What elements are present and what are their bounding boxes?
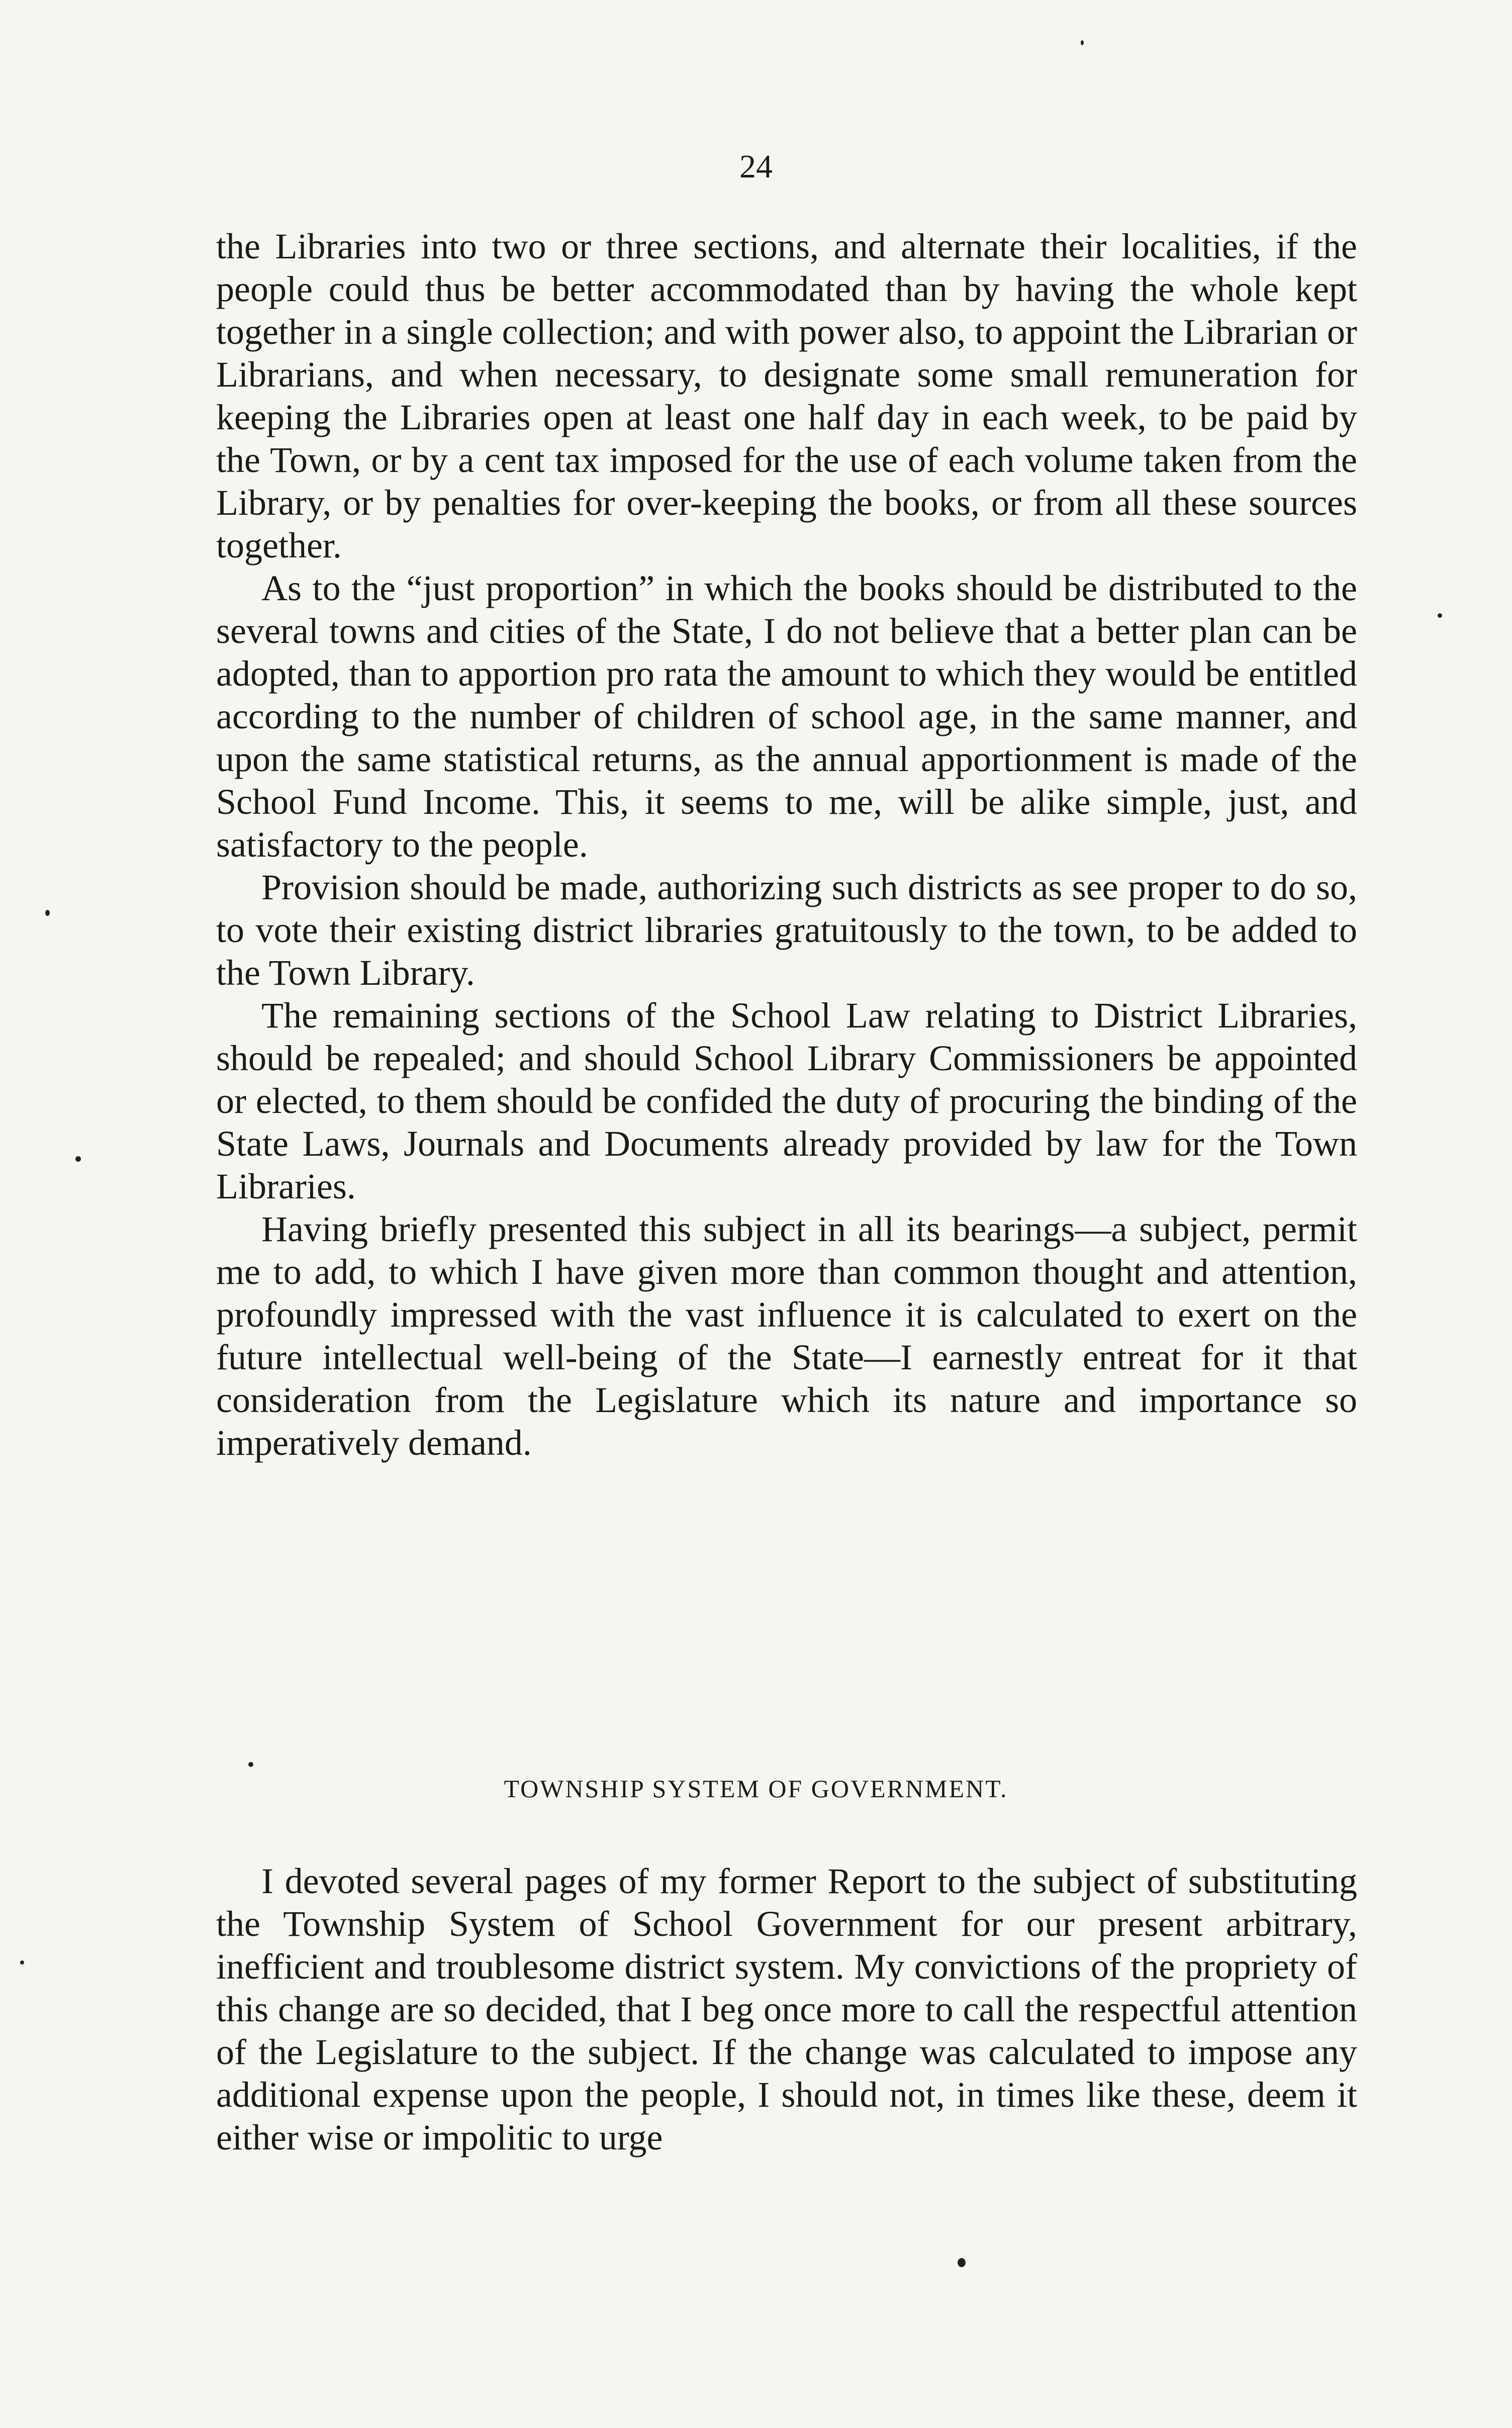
ink-speck [248,1762,253,1767]
ink-speck [45,910,50,916]
page-number: 24 [739,148,773,185]
paragraph-township: I devoted several pages of my former Report to the subject of substituting the Township System of School Government for our present arbitrary, inefficient and troublesome district system. My convictions of the propriety of this change are so decided, that I beg once more to call the respectful attention of the Legislature to the subject. If the change was calculated to impose any additional expense upon the people, I should not, in times like these, deem it either wise or impolitic to urge [216,1861,1357,2158]
paragraph-remaining-sections: The remaining sections of the School Law relating to District Libraries, should be repealed; and should School Library Commissioners be appointed or elected, to them should be confided the duty of procuring the binding of the State Laws, Journals and Documents already provided by law for the Town Libraries. [216,995,1357,1206]
ink-speck [1438,613,1442,618]
ink-speck [1081,40,1084,45]
body-text-top [216,225,1357,1464]
body-text-bottom [216,1860,1357,2159]
paragraph-continuation: the Libraries into two or three sections, and alternate their localities, if the people could thus be better accommodated than by having the whole kept together in a single collection; and with power also, to appoint the Librarian or Librarians, and when necessary, to designate some small remuneration for keeping the Libraries open at least one half day in each week, to be paid by the Town, or by a cent tax imposed for the use of each volume taken from the Library, or by penalties for over-keeping the books, or from all these sources together. [216,226,1357,566]
ink-speck [958,2258,966,2267]
ink-speck [75,1156,81,1162]
section-heading: TOWNSHIP SYSTEM OF GOVERNMENT. [504,1775,1008,1803]
paragraph-just-proportion: As to the “just proportion” in which the books should be distributed to the several towns and cities of the State, I do not believe that a better plan can be adopted, than to apportion pro rata the amount to which they would be entitled according to the number of children of school age, in the same manner, and upon the same statistical returns, as the annual apportionment is made of the School Fund Income. This, it seems to me, will be alike simple, just, and satisfactory to the people. [216,568,1357,865]
ink-speck [20,1960,24,1965]
paragraph-conclusion: Having briefly presented this subject in all its bearings—a subject, permit me to add, to which I have given more than common thought and attention, profoundly impressed with the vast influence it is calculated to exert on the future intellectual well-being of the State—I earnestly entreat for it that consideration from the Legislature which its nature and importance so imperatively demand. [216,1209,1357,1463]
paragraph-provision: Provision should be made, authorizing such districts as see proper to do so, to vote their existing district libraries gratuitously to the town, to be added to the Town Library. [216,867,1357,993]
